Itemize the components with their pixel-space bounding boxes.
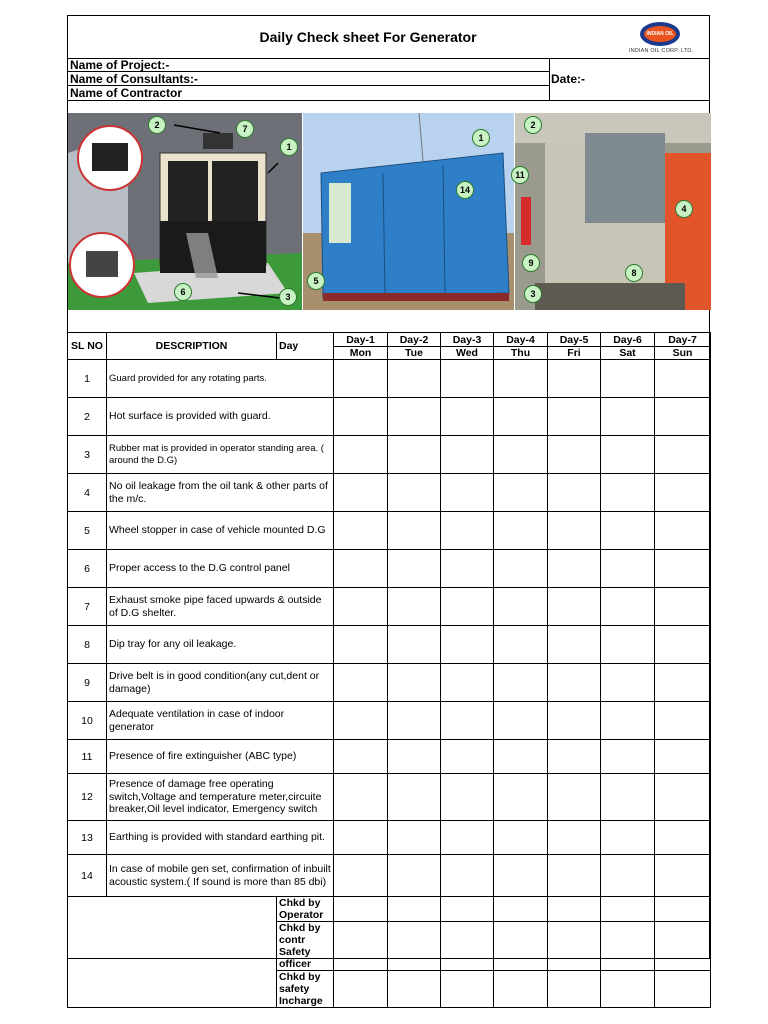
callout-11: 11: [511, 166, 529, 184]
signoff-cell[interactable]: [601, 897, 655, 922]
signoff-cell[interactable]: [441, 897, 494, 922]
callout-2-engine: 2: [524, 116, 542, 134]
day-5-name: Fri: [548, 347, 601, 360]
row-description: Earthing is provided with standard earthing pit.: [107, 821, 334, 855]
check-cell[interactable]: [334, 702, 388, 740]
check-cell[interactable]: [494, 398, 548, 436]
check-cell[interactable]: [334, 512, 388, 550]
check-cell[interactable]: [548, 360, 601, 398]
row-number: 5: [68, 512, 107, 550]
check-cell[interactable]: [334, 398, 388, 436]
row-number: 8: [68, 626, 107, 664]
callout-6: 6: [174, 283, 192, 301]
callout-2: 2: [148, 116, 166, 134]
row-number: 3: [68, 436, 107, 474]
table-row: [68, 702, 711, 740]
row-description: Presence of damage free operating switch,Voltage and temperature meter,circuite breaker,Oil level indicator, Emergency switch: [107, 774, 334, 821]
signoff-cell[interactable]: [334, 922, 388, 971]
check-cell[interactable]: [441, 360, 494, 398]
date-field: Date:-: [551, 72, 586, 86]
row-number: 7: [68, 588, 107, 626]
check-cell[interactable]: [494, 588, 548, 626]
check-cell[interactable]: [548, 664, 601, 702]
callout-5: 5: [307, 272, 325, 290]
row-description: Drive belt is in good condition(any cut,dent or damage): [107, 664, 334, 702]
callout-14: 14: [456, 181, 474, 199]
check-cell[interactable]: [441, 550, 494, 588]
signoff-cell[interactable]: [655, 922, 711, 971]
check-cell[interactable]: [655, 664, 711, 702]
signoff-cell[interactable]: [548, 897, 601, 922]
check-cell[interactable]: [548, 855, 601, 897]
day-6-label: Day-6: [601, 333, 655, 347]
generator-illustration: [68, 113, 302, 310]
row-description: In case of mobile gen set, confirmation of inbuilt acoustic system.( If sound is more than 85 dbi): [107, 855, 334, 897]
row-description: Presence of fire extinguisher (ABC type): [107, 740, 334, 774]
table-row: [68, 360, 711, 398]
sheet-title: Daily Check sheet For Generator: [259, 29, 477, 45]
check-cell[interactable]: [388, 474, 441, 512]
signoff-cell[interactable]: [388, 971, 441, 1008]
check-cell[interactable]: [548, 512, 601, 550]
indian-oil-logo: [616, 20, 706, 58]
check-cell[interactable]: [388, 821, 441, 855]
callout-8: 8: [625, 264, 643, 282]
callout-1-enclosure: 1: [472, 129, 490, 147]
check-cell[interactable]: [494, 550, 548, 588]
signoff-cell[interactable]: [441, 922, 494, 971]
check-cell[interactable]: [441, 740, 494, 774]
day-3-label: Day-3: [441, 333, 494, 347]
check-cell[interactable]: [388, 774, 441, 821]
checklist-table: [67, 332, 711, 1008]
check-cell[interactable]: [655, 550, 711, 588]
row-description: Proper access to the D.G control panel: [107, 550, 334, 588]
table-row: [68, 626, 711, 664]
check-cell[interactable]: [655, 774, 711, 821]
row-number: 1: [68, 360, 107, 398]
check-cell[interactable]: [388, 626, 441, 664]
check-cell[interactable]: [548, 436, 601, 474]
check-cell[interactable]: [388, 436, 441, 474]
row-number: 10: [68, 702, 107, 740]
check-cell[interactable]: [441, 664, 494, 702]
row-description: Exhaust smoke pipe faced upwards & outside of D.G shelter.: [107, 588, 334, 626]
signoff-cell[interactable]: [601, 922, 655, 971]
row-description: Adequate ventilation in case of indoor generator: [107, 702, 334, 740]
row-description: Wheel stopper in case of vehicle mounted D.G: [107, 512, 334, 550]
day-2-label: Day-2: [388, 333, 441, 347]
check-cell[interactable]: [334, 774, 388, 821]
check-cell[interactable]: [601, 626, 655, 664]
check-cell[interactable]: [388, 398, 441, 436]
check-cell[interactable]: [494, 702, 548, 740]
check-cell[interactable]: [334, 474, 388, 512]
check-cell[interactable]: [494, 360, 548, 398]
check-cell[interactable]: [548, 774, 601, 821]
check-cell[interactable]: [655, 702, 711, 740]
check-cell[interactable]: [601, 360, 655, 398]
check-cell[interactable]: [441, 398, 494, 436]
row-description: Rubber mat is provided in operator standing area. ( around the D.G): [107, 436, 334, 474]
check-cell[interactable]: [494, 664, 548, 702]
check-cell[interactable]: [441, 626, 494, 664]
row-number: 14: [68, 855, 107, 897]
row-number: 9: [68, 664, 107, 702]
check-cell[interactable]: [548, 740, 601, 774]
check-cell[interactable]: [548, 821, 601, 855]
day-3-name: Wed: [441, 347, 494, 360]
signoff-cell[interactable]: [548, 971, 601, 1008]
check-cell[interactable]: [601, 588, 655, 626]
check-cell[interactable]: [441, 702, 494, 740]
table-row: [68, 588, 711, 626]
signoff-blank: [68, 897, 277, 1008]
signoff-label: Chkd by Operator: [277, 897, 334, 922]
logo-emblem: [640, 22, 680, 46]
signoff-cell[interactable]: [494, 922, 548, 971]
sl-no-header: SL NO: [68, 333, 107, 360]
row-description: Dip tray for any oil leakage.: [107, 626, 334, 664]
callout-3-engine: 3: [524, 285, 542, 303]
check-cell[interactable]: [334, 664, 388, 702]
check-cell[interactable]: [655, 740, 711, 774]
contractor-name-field: Name of Contractor: [70, 86, 183, 100]
check-cell[interactable]: [601, 855, 655, 897]
check-cell[interactable]: [548, 398, 601, 436]
check-cell[interactable]: [441, 821, 494, 855]
check-cell[interactable]: [548, 474, 601, 512]
day-5-label: Day-5: [548, 333, 601, 347]
logo-company-name: INDIAN OIL CORP. LTD.: [628, 48, 694, 54]
check-cell[interactable]: [441, 474, 494, 512]
check-cell[interactable]: [655, 821, 711, 855]
signoff-cell[interactable]: [388, 922, 441, 971]
day-header: Day: [277, 333, 334, 360]
day-4-label: Day-4: [494, 333, 548, 347]
description-header: DESCRIPTION: [107, 333, 277, 360]
table-row: [68, 550, 711, 588]
check-cell[interactable]: [494, 740, 548, 774]
check-cell[interactable]: [388, 855, 441, 897]
check-cell[interactable]: [388, 740, 441, 774]
check-cell[interactable]: [441, 774, 494, 821]
check-cell[interactable]: [601, 821, 655, 855]
check-cell[interactable]: [494, 512, 548, 550]
check-cell[interactable]: [601, 740, 655, 774]
check-cell[interactable]: [655, 626, 711, 664]
row-description: Hot surface is provided with guard.: [107, 398, 334, 436]
check-cell[interactable]: [388, 702, 441, 740]
check-cell[interactable]: [388, 588, 441, 626]
check-cell[interactable]: [388, 550, 441, 588]
check-cell[interactable]: [601, 398, 655, 436]
check-cell[interactable]: [441, 855, 494, 897]
check-cell[interactable]: [334, 855, 388, 897]
check-cell[interactable]: [655, 512, 711, 550]
check-cell[interactable]: [388, 360, 441, 398]
row-description: Guard provided for any rotating parts.: [107, 360, 334, 398]
signoff-cell[interactable]: [601, 971, 655, 1008]
check-cell[interactable]: [601, 474, 655, 512]
day-1-name: Mon: [334, 347, 388, 360]
check-cell[interactable]: [601, 550, 655, 588]
signoff-cell[interactable]: [548, 922, 601, 971]
check-cell[interactable]: [655, 436, 711, 474]
check-cell[interactable]: [441, 436, 494, 474]
signoff-cell[interactable]: [441, 971, 494, 1008]
day-4-name: Thu: [494, 347, 548, 360]
row-number: 12: [68, 774, 107, 821]
table-row: [68, 664, 711, 702]
check-cell[interactable]: [334, 360, 388, 398]
check-cell[interactable]: [388, 664, 441, 702]
check-cell[interactable]: [441, 512, 494, 550]
callout-4: 4: [675, 200, 693, 218]
check-cell[interactable]: [494, 774, 548, 821]
table-row: [68, 474, 711, 512]
check-cell[interactable]: [334, 588, 388, 626]
table-row: [68, 855, 711, 897]
check-cell[interactable]: [494, 821, 548, 855]
check-cell[interactable]: [494, 626, 548, 664]
check-cell[interactable]: [601, 664, 655, 702]
check-cell[interactable]: [334, 821, 388, 855]
table-row: [68, 512, 711, 550]
table-row: [68, 398, 711, 436]
row-number: 2: [68, 398, 107, 436]
signoff-cell[interactable]: [655, 971, 711, 1008]
check-cell[interactable]: [334, 740, 388, 774]
callout-9: 9: [522, 254, 540, 272]
row-number: 6: [68, 550, 107, 588]
check-cell[interactable]: [334, 550, 388, 588]
signoff-cell[interactable]: [494, 971, 548, 1008]
day-2-name: Tue: [388, 347, 441, 360]
generator-photos: [68, 113, 711, 310]
check-cell[interactable]: [601, 702, 655, 740]
day-1-label: Day-1: [334, 333, 388, 347]
consultants-name-field: Name of Consultants:-: [70, 72, 199, 86]
row-number: 4: [68, 474, 107, 512]
signoff-cell[interactable]: [655, 897, 711, 922]
day-7-name: Sun: [655, 347, 711, 360]
row-number: 13: [68, 821, 107, 855]
signoff-row: [68, 897, 711, 922]
callout-3: 3: [279, 288, 297, 306]
table-row: [68, 821, 711, 855]
check-cell[interactable]: [388, 512, 441, 550]
signoff-cell[interactable]: [388, 897, 441, 922]
check-cell[interactable]: [601, 512, 655, 550]
check-cell[interactable]: [601, 436, 655, 474]
callout-7: 7: [236, 120, 254, 138]
check-cell[interactable]: [548, 626, 601, 664]
project-name-field: Name of Project:-: [70, 58, 170, 72]
check-cell[interactable]: [655, 855, 711, 897]
day-6-name: Sat: [601, 347, 655, 360]
table-row: [68, 436, 711, 474]
check-cell[interactable]: [655, 398, 711, 436]
callout-1: 1: [280, 138, 298, 156]
check-sheet: [67, 15, 710, 1007]
check-cell[interactable]: [334, 626, 388, 664]
check-cell[interactable]: [548, 702, 601, 740]
check-cell[interactable]: [441, 588, 494, 626]
check-cell[interactable]: [494, 474, 548, 512]
signoff-cell[interactable]: [494, 897, 548, 922]
row-number: 11: [68, 740, 107, 774]
day-7-label: Day-7: [655, 333, 711, 347]
logo-emblem-text: INDIAN OIL: [644, 26, 676, 42]
table-row: [68, 774, 711, 821]
check-cell[interactable]: [601, 774, 655, 821]
signoff-label: Chkd by safety Incharge: [277, 971, 334, 1008]
check-cell[interactable]: [334, 436, 388, 474]
signoff-label: Chkd by contr Safety officer: [277, 922, 334, 971]
check-cell[interactable]: [548, 550, 601, 588]
check-cell[interactable]: [548, 588, 601, 626]
row-description: No oil leakage from the oil tank & other parts of the m/c.: [107, 474, 334, 512]
check-cell[interactable]: [655, 360, 711, 398]
check-cell[interactable]: [655, 474, 711, 512]
table-row: [68, 740, 711, 774]
signoff-cell[interactable]: [334, 971, 388, 1008]
check-cell[interactable]: [494, 436, 548, 474]
signoff-cell[interactable]: [334, 897, 388, 922]
check-cell[interactable]: [655, 588, 711, 626]
check-cell[interactable]: [494, 855, 548, 897]
